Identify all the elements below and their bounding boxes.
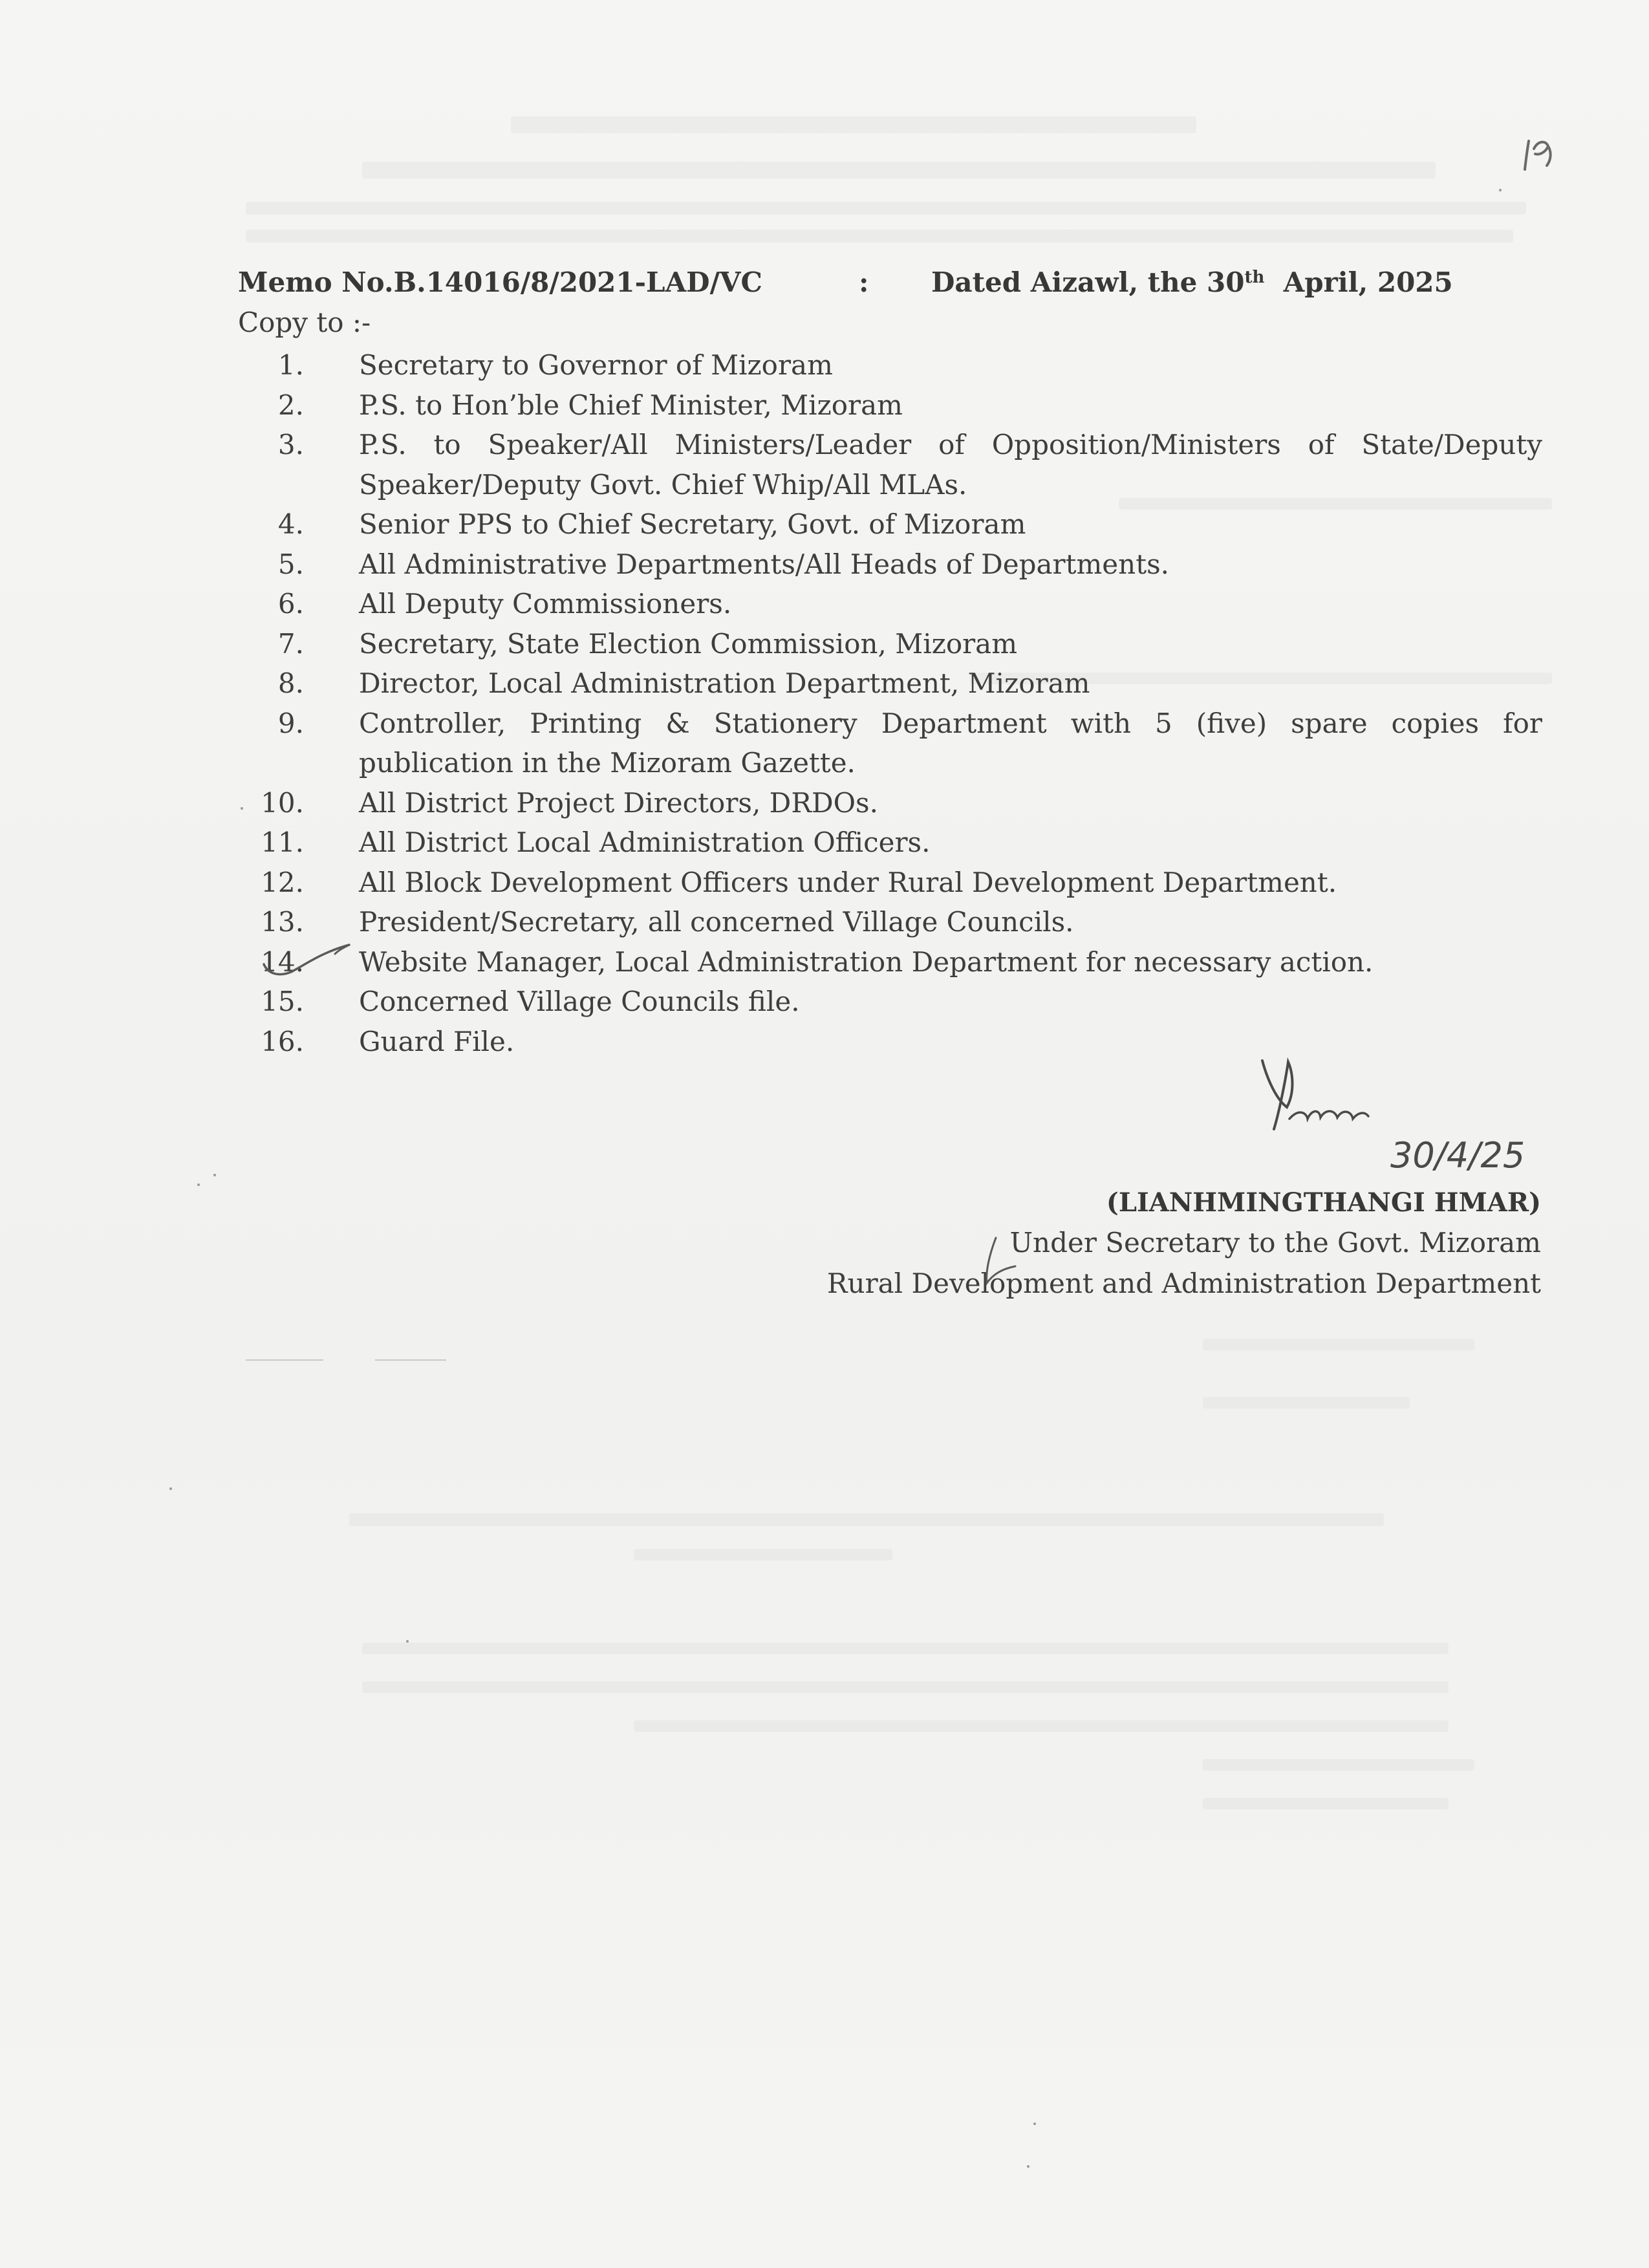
bleed-through [1203, 1339, 1474, 1350]
item-text: All Deputy Commissioners. [359, 588, 732, 620]
list-item [246, 902, 1542, 942]
bleed-through [634, 1720, 1449, 1732]
item-number: 1. [277, 349, 304, 381]
list-item [246, 664, 1542, 704]
list-item [246, 425, 1542, 504]
item-number: 13. [261, 906, 304, 938]
bleed-through [1203, 1397, 1410, 1409]
item-number: 5. [277, 548, 304, 580]
item-number: 16. [261, 1025, 304, 1057]
list-item [246, 345, 1542, 385]
speck [1027, 2165, 1029, 2168]
signatory-designation: Under Secretary to the Govt. Mizoram [1009, 1227, 1541, 1258]
bleed-through [1203, 1759, 1474, 1771]
item-number: 2. [277, 389, 304, 421]
list-item [246, 863, 1542, 903]
memo-date [931, 266, 1453, 298]
bleed-through [362, 1681, 1449, 1693]
speck [406, 1640, 409, 1643]
item-number: 15. [261, 986, 304, 1017]
item-text: President/Secretary, all concerned Village Councils. [359, 906, 1074, 938]
handwritten-caret-icon [976, 1235, 1022, 1287]
list-item [246, 504, 1542, 545]
bleed-through [1203, 1798, 1449, 1809]
copy-to-label: Copy to :- [238, 307, 371, 338]
item-text: Website Manager, Local Administration Department for necessary action. [359, 945, 1374, 978]
item-number: 11. [261, 826, 304, 858]
divider [246, 1359, 323, 1361]
speck [1033, 2122, 1036, 2125]
bleed-through [246, 202, 1526, 215]
item-number: 4. [277, 508, 304, 540]
item-number: 10. [261, 786, 304, 819]
memo-separator: : [859, 266, 869, 298]
item-number: 6. [277, 588, 304, 620]
item-text: Controller, Printing & Stationery Department with 5 (five) spare copies for publication in the Mizoram Gazette. [359, 707, 1542, 779]
item-number: 3. [277, 429, 304, 460]
item-text: Secretary, State Election Commission, Mizoram [359, 627, 1018, 660]
list-item [246, 982, 1542, 1022]
handwritten-signature [1248, 1054, 1552, 1183]
bleed-through [362, 162, 1436, 178]
divider [375, 1359, 446, 1361]
list-item [246, 783, 1542, 823]
speck [1499, 189, 1502, 191]
recipient-list [246, 345, 1542, 1061]
item-number: 9. [277, 707, 304, 739]
signatory-department: Rural Development and Administration Department [826, 1268, 1541, 1299]
speck [197, 1183, 200, 1186]
item-text: Guard File. [359, 1025, 515, 1057]
bleed-through [511, 116, 1196, 133]
speck [241, 807, 243, 810]
memo-date-suffix: April, 2025 [1283, 266, 1453, 298]
item-number: 12. [261, 866, 304, 898]
memo-date-prefix: Dated Aizawl, the 30 [931, 266, 1245, 298]
memo-date-superscript: th [1244, 268, 1265, 287]
list-item [246, 385, 1542, 426]
list-item [246, 624, 1542, 664]
handwritten-date: 30/4/25 [1390, 1135, 1525, 1176]
item-text: All District Local Administration Officers. [359, 826, 931, 858]
list-item [246, 942, 1542, 982]
speck [213, 1174, 216, 1176]
list-item [246, 823, 1542, 863]
item-text: Director, Local Administration Department, Mizoram [359, 667, 1090, 699]
bleed-through [246, 230, 1513, 243]
item-number: 7. [277, 627, 304, 660]
item-text: All Administrative Departments/All Heads of Departments. [359, 548, 1169, 580]
list-item [246, 704, 1542, 783]
list-item [246, 545, 1542, 585]
memo-header [238, 266, 1467, 305]
bleed-through [349, 1513, 1384, 1526]
item-number: 14. [261, 945, 304, 978]
item-text: All District Project Directors, DRDOs. [359, 786, 878, 819]
handwritten-tick-icon [259, 941, 362, 986]
page-mark-icon [1520, 129, 1578, 181]
item-number: 8. [277, 667, 304, 699]
item-text: All Block Development Officers under Rural Development Department. [359, 866, 1337, 898]
list-item [246, 584, 1542, 624]
signatory-name: (LIANHMINGTHANGI HMAR) [1106, 1187, 1541, 1218]
item-text: Senior PPS to Chief Secretary, Govt. of Mizoram [359, 508, 1026, 540]
item-text: Secretary to Governor of Mizoram [359, 349, 833, 381]
item-text: P.S. to Hon’ble Chief Minister, Mizoram [359, 389, 903, 421]
bleed-through [362, 1643, 1449, 1654]
speck [169, 1487, 172, 1490]
memo-number: Memo No.B.14016/8/2021-LAD/VC [238, 266, 762, 298]
item-text: Concerned Village Councils file. [359, 986, 800, 1017]
bleed-through [634, 1549, 892, 1561]
item-text: P.S. to Speaker/All Ministers/Leader of Opposition/Ministers of State/Deputy Speaker/Deputy Govt. Chief Whip/All MLAs. [359, 429, 1542, 501]
